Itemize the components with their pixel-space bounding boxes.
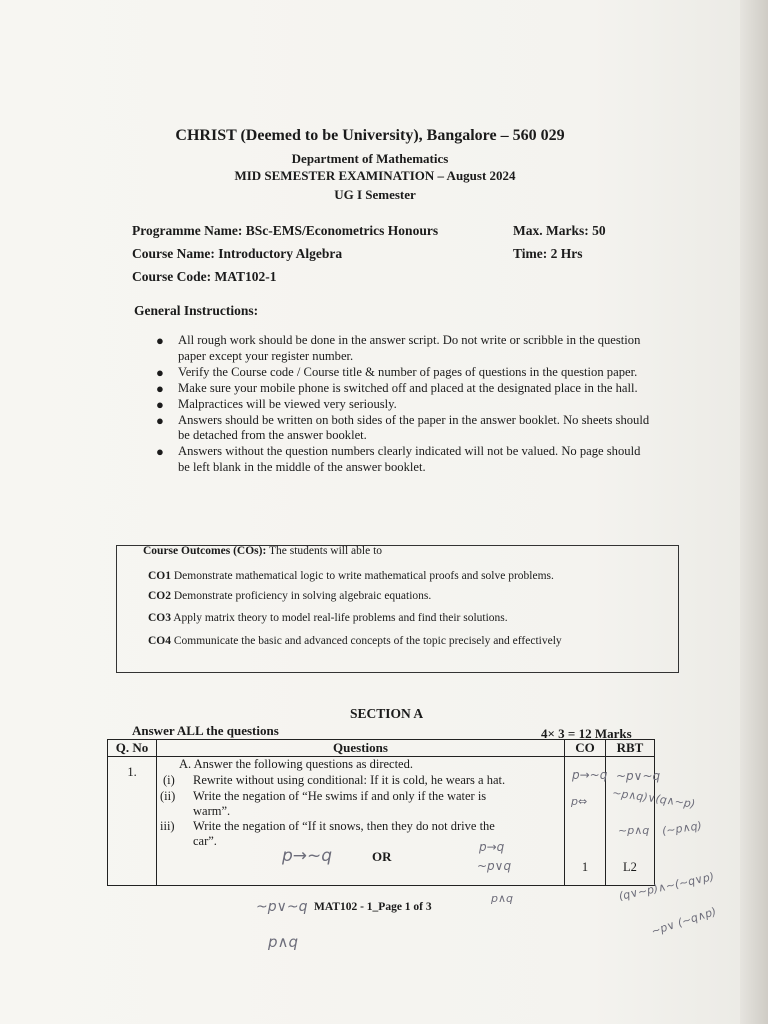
- bullet-icon: ●: [156, 396, 164, 412]
- section-a-instruction: Answer ALL the questions: [132, 723, 279, 738]
- section-a-marks: 4× 3 = 12 Marks: [541, 726, 632, 741]
- instruction-text: Malpractices will be viewed very seriously.: [178, 396, 397, 411]
- handwritten-note: p⇔: [571, 795, 588, 808]
- list-item: [152, 444, 652, 475]
- instruction-text: Make sure your mobile phone is switched off and placed at the designated place in the hall.: [178, 380, 638, 395]
- course-name: Course Name: Introductory Algebra: [132, 246, 343, 261]
- subq-text-cont: car”.: [193, 834, 217, 848]
- co-text: Apply matrix theory to model real-life problems and find their solutions.: [171, 612, 508, 624]
- co-text: Demonstrate mathematical logic to write mathematical proofs and solve problems.: [171, 570, 554, 582]
- subq-text: Rewrite without using conditional: If it is cold, he wears a hat.: [193, 773, 506, 787]
- handwritten-note: p→q: [479, 840, 505, 854]
- bullet-icon: ●: [156, 364, 164, 380]
- instruction-text: All rough work should be done in the answer script. Do not write or scribble in the question paper except your register number.: [178, 333, 641, 363]
- co-heading-rest: The students will able to: [266, 545, 383, 557]
- co-value: 1: [581, 860, 589, 874]
- list-item: [152, 413, 652, 444]
- handwritten-note: ~p∨~q: [256, 899, 308, 915]
- department-title: Department of Mathematics: [291, 151, 449, 166]
- handwritten-note: ~p∨ (~q∧p): [649, 904, 718, 939]
- semester-title: UG I Semester: [334, 187, 416, 202]
- subq-num: iii): [160, 819, 175, 833]
- course-outcome-3: [148, 612, 508, 624]
- question-table: [107, 739, 655, 886]
- course-outcomes-heading: [143, 545, 382, 557]
- instructions-list: [152, 333, 652, 476]
- header-qno: Q. No: [108, 740, 157, 757]
- handwritten-note: ~p∧q: [618, 824, 650, 837]
- bullet-icon: ●: [156, 444, 164, 459]
- table-header-row: [108, 740, 655, 757]
- course-outcomes-box: [116, 545, 679, 673]
- section-a-title: SECTION A: [350, 706, 424, 721]
- subq-num: (ii): [160, 789, 176, 803]
- bullet-icon: ●: [156, 380, 164, 396]
- list-item: [152, 365, 652, 381]
- header-questions: Questions: [157, 740, 565, 757]
- course-code: Course Code: MAT102-1: [132, 269, 277, 284]
- co-code: CO4: [148, 635, 171, 647]
- general-instructions-title: General Instructions:: [134, 303, 259, 318]
- header-co: CO: [565, 740, 606, 757]
- handwritten-note: p∧q: [268, 933, 299, 951]
- co-heading-bold: Course Outcomes (COs):: [143, 545, 267, 557]
- handwritten-note: p→~q: [572, 768, 608, 782]
- course-outcome-2: [148, 590, 431, 602]
- co-text: Demonstrate proficiency in solving algebraic equations.: [171, 590, 432, 602]
- handwritten-note: (~p∧q): [661, 819, 703, 838]
- subq-num: (i): [163, 773, 175, 787]
- max-marks: Max. Marks: 50: [513, 223, 606, 238]
- instruction-text: Answers should be written on both sides of the paper in the answer booklet. No sheets should be detached from the answer booklet.: [178, 412, 650, 442]
- bullet-icon: ●: [156, 333, 164, 348]
- list-item: [152, 333, 652, 364]
- subq-text-cont: warm”.: [193, 804, 231, 818]
- or-label: OR: [372, 849, 392, 864]
- list-item: [152, 381, 652, 397]
- header-rbt: RBT: [606, 740, 655, 757]
- rbt-value: L2: [623, 860, 637, 874]
- list-item: [152, 397, 652, 413]
- course-outcome-1: [148, 570, 554, 582]
- exam-title: MID SEMESTER EXAMINATION – August 2024: [234, 168, 516, 183]
- programme-name: Programme Name: BSc-EMS/Econometrics Honours: [132, 223, 439, 238]
- question-intro: A. Answer the following questions as directed.: [179, 757, 413, 771]
- course-outcome-4: [148, 635, 562, 647]
- handwritten-note: ~p∨q: [477, 859, 512, 873]
- handwritten-note: (q∨~p)∧~(~q∨p): [617, 870, 716, 903]
- subq-text: Write the negation of “He swims if and only if the water is: [193, 789, 487, 803]
- co-code: CO3: [148, 612, 171, 624]
- instruction-text: Verify the Course code / Course title & number of pages of questions in the question paper.: [178, 364, 638, 379]
- handwritten-note: ~p∨~q: [616, 769, 661, 783]
- question-number-cell: [108, 757, 157, 886]
- co-code: CO1: [148, 570, 171, 582]
- handwritten-note: ~p∧q)∨(q∧~p): [611, 786, 696, 811]
- handwritten-note: p→~q: [282, 846, 333, 866]
- page-footer: MAT102 - 1_Page 1 of 3: [314, 901, 432, 913]
- question-number: 1.: [127, 765, 137, 779]
- university-title: CHRIST (Deemed to be University), Bangalore – 560 029: [175, 127, 565, 144]
- instruction-text: Answers without the question numbers clearly indicated will not be valued. No page should be left blank in the middle of the answer booklet.: [178, 444, 641, 474]
- subq-text: Write the negation of “If it snows, then they do not drive the: [193, 819, 495, 833]
- handwritten-note: p∧q: [491, 892, 514, 905]
- exam-time: Time: 2 Hrs: [513, 246, 583, 261]
- co-code: CO2: [148, 590, 171, 602]
- co-text: Communicate the basic and advanced concepts of the topic precisely and effectively: [171, 635, 562, 647]
- paper-edge-shadow: [740, 0, 768, 1024]
- bullet-icon: ●: [156, 412, 164, 428]
